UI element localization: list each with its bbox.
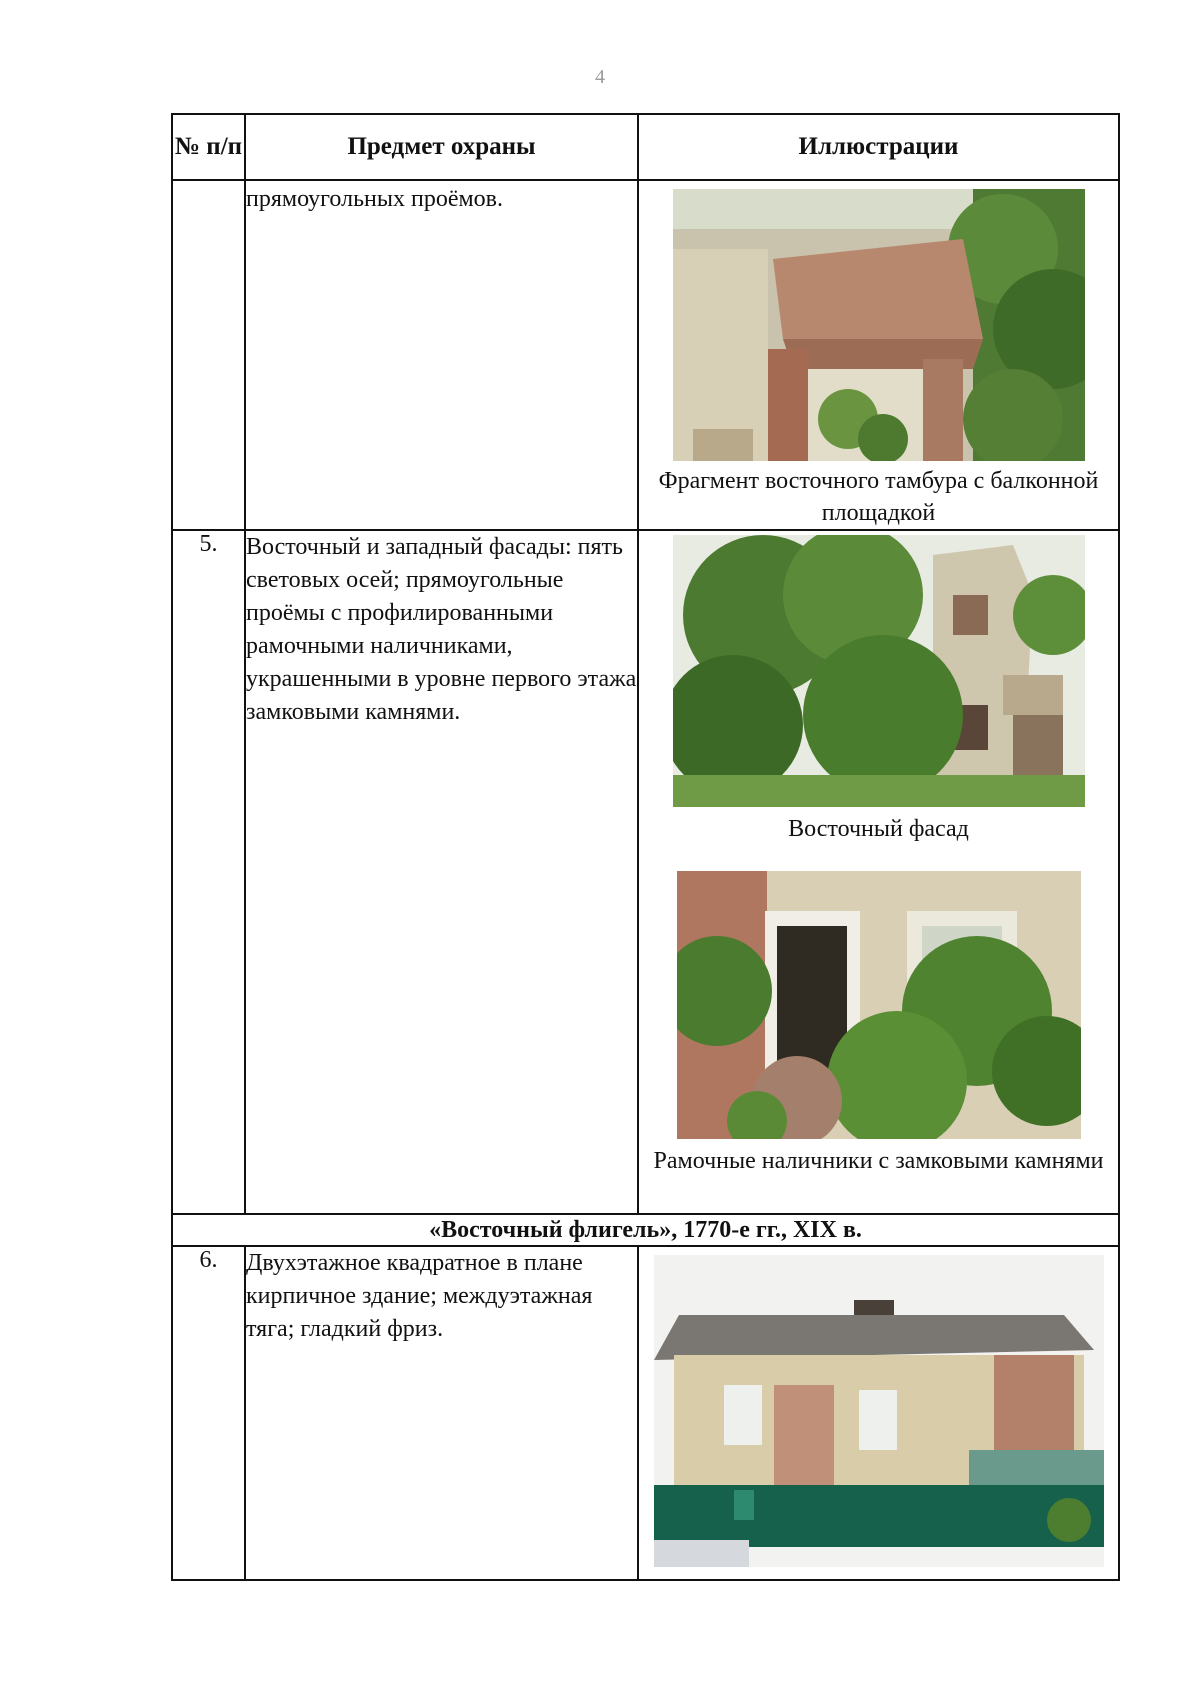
header-num: № п/п	[172, 114, 245, 180]
row-subject-text: прямоугольных проёмов.	[245, 180, 638, 530]
window-frames-photo	[677, 871, 1081, 1139]
header-subject: Предмет охраны	[245, 114, 638, 180]
photo-caption: Фрагмент восточного тамбура с балконной площадкой	[658, 468, 1099, 526]
section-heading-row	[172, 1214, 1119, 1246]
protection-subject-table	[171, 113, 1120, 1581]
table-row	[172, 1246, 1119, 1580]
table-header-row	[172, 114, 1119, 180]
row-illustration-cell	[638, 530, 1119, 1214]
east-wing-house-photo	[654, 1255, 1104, 1567]
page-number: 4	[595, 66, 605, 88]
table-row	[172, 530, 1119, 1214]
east-facade-photo	[673, 535, 1085, 807]
photo-caption: Восточный фасад	[788, 816, 969, 842]
row-illustration-cell	[638, 180, 1119, 530]
header-illustrations: Иллюстрации	[638, 114, 1119, 180]
table-row	[172, 180, 1119, 530]
row-num: 6.	[172, 1246, 245, 1580]
row-illustration-cell	[638, 1246, 1119, 1580]
row-subject-text: Двухэтажное квадратное в плане кирпичное здание; междуэтажная тяга; гладкий фриз.	[245, 1246, 638, 1580]
row-num: 5.	[172, 530, 245, 1214]
row-num-empty	[172, 180, 245, 530]
photo-caption: Рамочные наличники с замковыми камнями	[653, 1148, 1104, 1174]
section-heading: «Восточный флигель», 1770-е гг., XIX в.	[172, 1214, 1119, 1246]
row-subject-text: Восточный и западный фасады: пять световых осей; прямоугольные проёмы с профилированными рамочными наличниками, украшенными в уровне первого этажа замковыми камнями.	[245, 530, 638, 1214]
ruined-tambour-photo	[673, 189, 1085, 461]
